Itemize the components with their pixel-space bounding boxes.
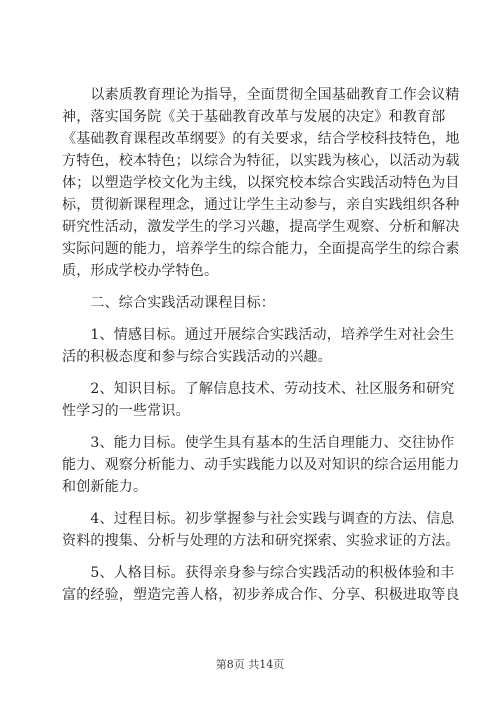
text-line: 方特色，校本特色；以综合为特征，以实践为核心，以活动为载 — [62, 153, 460, 169]
paragraph-gap — [62, 422, 442, 432]
paragraph-gap — [62, 368, 442, 378]
text-line: 4、过程目标。初步掌握参与社会实践与调查的方法、信息 — [62, 511, 455, 527]
text-line: 富的经验，塑造完善人格，初步养成合作、分享、积极进取等良 — [62, 587, 460, 603]
text-line: 质，形成学校办学特色。 — [62, 263, 219, 279]
paragraph — [62, 432, 460, 498]
paragraph — [62, 324, 455, 368]
document-body — [62, 84, 460, 606]
text-line: 活的积极态度和参与综合实践活动的兴趣。 — [62, 349, 332, 365]
text-line: 以素质教育理论为指导，全面贯彻全国基础教育工作会议精 — [62, 87, 460, 103]
paragraph-gap — [62, 282, 442, 292]
paragraph — [62, 84, 460, 282]
text-line: 实际问题的能力，培养学生的综合能力，全面提高学生的综合素 — [62, 241, 460, 257]
page-footer: 第8页 共14页 — [215, 658, 285, 671]
paragraph-gap — [62, 498, 442, 508]
paragraph — [62, 508, 460, 552]
paragraph — [62, 378, 455, 422]
text-line: 研究性活动，激发学生的学习兴趣，提高学生观察、分析和解决 — [62, 219, 460, 235]
paragraph — [62, 292, 442, 314]
paragraph-gap — [62, 552, 442, 562]
text-line: 1、情感目标。通过开展综合实践活动，培养学生对社会生 — [62, 327, 455, 343]
text-line: 2、知识目标。了解信息技术、劳动技术、社区服务和研究 — [62, 381, 455, 397]
text-line: 能力、观察分析能力、动手实践能力以及对知识的综合运用能力 — [62, 457, 460, 473]
paragraph-gap — [62, 314, 442, 324]
text-line: 标，贯彻新课程理念，通过让学生主动参与，亲自实践组织各种 — [62, 197, 460, 213]
text-line: 资料的搜集、分析与处理的方法和研究探索、实验求证的方法。 — [62, 533, 460, 549]
text-line: 性学习的一些常识。 — [62, 403, 190, 419]
text-line: 二、综合实践活动课程目标： — [62, 295, 275, 311]
text-line: 3、能力目标。使学生具有基本的生活自理能力、交往协作 — [62, 435, 455, 451]
paragraph — [62, 562, 460, 606]
text-line: 和创新能力。 — [62, 479, 148, 495]
text-line: 5、人格目标。获得亲身参与综合实践活动的积极体验和丰 — [62, 565, 455, 581]
text-line: 体；以塑造学校文化为主线，以探究校本综合实践活动特色为目 — [62, 175, 460, 191]
text-line: 《基础教育课程改革纲要》的有关要求，结合学校科技特色，地 — [62, 131, 460, 147]
text-line: 神，落实国务院《关于基础教育改革与发展的决定》和教育部 — [62, 109, 446, 125]
